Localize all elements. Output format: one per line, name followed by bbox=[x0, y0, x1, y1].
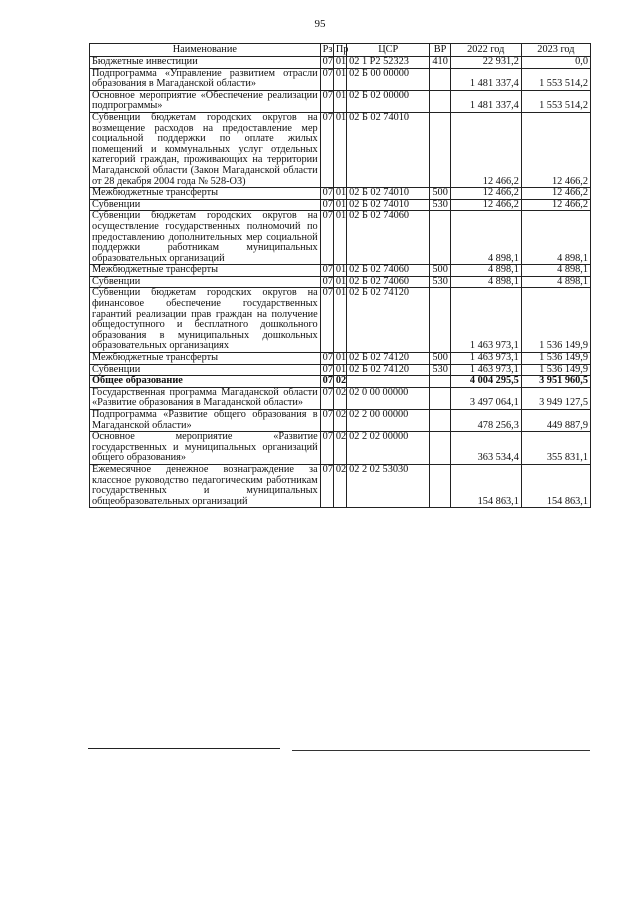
cell-pr: 01 bbox=[333, 57, 346, 69]
header-vr: ВР bbox=[430, 44, 450, 57]
cell-2022: 1 463 973,1 bbox=[450, 353, 521, 365]
cell-vr: 530 bbox=[430, 276, 450, 288]
cell-name: Ежемесячное денежное вознаграждение за классное руководство педагогическим работникам государственных и муниципальных общеобразовательных организаций bbox=[90, 464, 321, 507]
cell-2023: 12 466,2 bbox=[521, 199, 590, 211]
cell-2023: 4 898,1 bbox=[521, 276, 590, 288]
cell-pr: 02 bbox=[333, 387, 346, 409]
cell-vr bbox=[430, 211, 450, 265]
table-row bbox=[90, 464, 591, 507]
cell-rz: 07 bbox=[320, 364, 333, 376]
cell-name: Основное мероприятие «Развитие государственных и муниципальных организаций общего образования» bbox=[90, 432, 321, 465]
header-pr: Пр bbox=[333, 44, 346, 57]
cell-2022: 363 534,4 bbox=[450, 432, 521, 465]
header-2023: 2023 год bbox=[521, 44, 590, 57]
cell-vr bbox=[430, 432, 450, 465]
budget-table bbox=[89, 43, 591, 508]
cell-pr: 01 bbox=[333, 265, 346, 277]
cell-name: Межбюджетные трансферты bbox=[90, 265, 321, 277]
cell-2023: 1 553 514,2 bbox=[521, 90, 590, 112]
cell-vr: 500 bbox=[430, 353, 450, 365]
cell-csr: 02 Б 00 00000 bbox=[347, 68, 430, 90]
cell-rz: 07 bbox=[320, 387, 333, 409]
cell-rz: 07 bbox=[320, 112, 333, 187]
cell-pr: 01 bbox=[333, 199, 346, 211]
cell-name: Субвенции bbox=[90, 276, 321, 288]
cell-csr: 02 2 02 53030 bbox=[347, 464, 430, 507]
cell-csr: 02 Б 02 74060 bbox=[347, 265, 430, 277]
cell-rz: 07 bbox=[320, 199, 333, 211]
cell-name: Субвенции bbox=[90, 364, 321, 376]
cell-rz: 07 bbox=[320, 353, 333, 365]
cell-csr: 02 Б 02 74120 bbox=[347, 364, 430, 376]
table-row bbox=[90, 57, 591, 69]
cell-vr: 530 bbox=[430, 199, 450, 211]
header-2022: 2022 год bbox=[450, 44, 521, 57]
cell-pr: 01 bbox=[333, 211, 346, 265]
cell-pr: 02 bbox=[333, 464, 346, 507]
table-header bbox=[90, 44, 591, 57]
cell-pr: 02 bbox=[333, 376, 346, 388]
table-row bbox=[90, 68, 591, 90]
cell-name: Межбюджетные трансферты bbox=[90, 188, 321, 200]
cell-2023: 1 536 149,9 bbox=[521, 353, 590, 365]
cell-2022: 4 898,1 bbox=[450, 211, 521, 265]
cell-vr: 500 bbox=[430, 188, 450, 200]
table-row bbox=[90, 90, 591, 112]
cell-pr: 01 bbox=[333, 90, 346, 112]
cell-name: Основное мероприятие «Обеспечение реализации подпрограммы» bbox=[90, 90, 321, 112]
cell-2022: 1 481 337,4 bbox=[450, 90, 521, 112]
cell-vr: 410 bbox=[430, 57, 450, 69]
cell-2022: 12 466,2 bbox=[450, 199, 521, 211]
cell-2023: 1 536 149,9 bbox=[521, 364, 590, 376]
cell-pr: 01 bbox=[333, 353, 346, 365]
cell-2022: 4 898,1 bbox=[450, 276, 521, 288]
cell-csr: 02 Б 02 74120 bbox=[347, 353, 430, 365]
cell-2023: 0,0 bbox=[521, 57, 590, 69]
cell-name: Государственная программа Магаданской области «Развитие образования в Магаданской области» bbox=[90, 387, 321, 409]
cell-vr bbox=[430, 68, 450, 90]
cell-2023: 3 951 960,5 bbox=[521, 376, 590, 388]
cell-rz: 07 bbox=[320, 288, 333, 353]
cell-2023: 1 553 514,2 bbox=[521, 68, 590, 90]
cell-csr: 02 1 P2 52323 bbox=[347, 57, 430, 69]
cell-vr bbox=[430, 387, 450, 409]
cell-pr: 01 bbox=[333, 364, 346, 376]
cell-name: Субвенции бюджетам городских округов на возмещение расходов на предоставление мер социальной поддержки по оплате жилых помещений и коммунальных услуг отдельных категорий граждан, проживающих на территории Магаданской области (Закон Магаданской области от 28 декабря 2004 года № 528-ОЗ) bbox=[90, 112, 321, 187]
cell-2022: 4 898,1 bbox=[450, 265, 521, 277]
cell-name: Субвенции bbox=[90, 199, 321, 211]
cell-csr: 02 Б 02 74060 bbox=[347, 276, 430, 288]
cell-rz: 07 bbox=[320, 276, 333, 288]
header-rz: Рз bbox=[320, 44, 333, 57]
cell-2023: 154 863,1 bbox=[521, 464, 590, 507]
cell-pr: 01 bbox=[333, 288, 346, 353]
cell-2023: 12 466,2 bbox=[521, 188, 590, 200]
cell-name: Общее образование bbox=[90, 376, 321, 388]
cell-rz: 07 bbox=[320, 90, 333, 112]
cell-pr: 01 bbox=[333, 276, 346, 288]
cell-vr bbox=[430, 288, 450, 353]
cell-name: Подпрограмма «Развитие общего образования в Магаданской области» bbox=[90, 410, 321, 432]
cell-vr bbox=[430, 90, 450, 112]
cell-rz: 07 bbox=[320, 464, 333, 507]
table-row bbox=[90, 432, 591, 465]
cell-2022: 22 931,2 bbox=[450, 57, 521, 69]
table-row bbox=[90, 364, 591, 376]
cell-vr: 530 bbox=[430, 364, 450, 376]
cell-2022: 1 463 973,1 bbox=[450, 364, 521, 376]
page-number: 95 bbox=[314, 18, 326, 30]
table-row bbox=[90, 288, 591, 353]
cell-rz: 07 bbox=[320, 68, 333, 90]
cell-2023: 449 887,9 bbox=[521, 410, 590, 432]
table-row bbox=[90, 199, 591, 211]
header-row bbox=[90, 44, 591, 57]
table-row bbox=[90, 188, 591, 200]
cell-rz: 07 bbox=[320, 410, 333, 432]
cell-name: Бюджетные инвестиции bbox=[90, 57, 321, 69]
cell-2023: 3 949 127,5 bbox=[521, 387, 590, 409]
cell-pr: 02 bbox=[333, 432, 346, 465]
cell-csr bbox=[347, 376, 430, 388]
header-name: Наименование bbox=[90, 44, 321, 57]
cell-pr: 02 bbox=[333, 410, 346, 432]
cell-vr bbox=[430, 464, 450, 507]
cell-pr: 01 bbox=[333, 68, 346, 90]
cell-vr bbox=[430, 376, 450, 388]
table-row bbox=[90, 353, 591, 365]
table-row bbox=[90, 211, 591, 265]
cell-2023: 4 898,1 bbox=[521, 265, 590, 277]
footer-divider-thick bbox=[88, 748, 280, 749]
cell-2022: 1 463 973,1 bbox=[450, 288, 521, 353]
header-csr: ЦСР bbox=[347, 44, 430, 57]
cell-rz: 07 bbox=[320, 265, 333, 277]
cell-2022: 3 497 064,1 bbox=[450, 387, 521, 409]
cell-2022: 12 466,2 bbox=[450, 188, 521, 200]
cell-vr bbox=[430, 410, 450, 432]
cell-2023: 1 536 149,9 bbox=[521, 288, 590, 353]
cell-csr: 02 2 02 00000 bbox=[347, 432, 430, 465]
table-row bbox=[90, 410, 591, 432]
table-row bbox=[90, 387, 591, 409]
cell-csr: 02 2 00 00000 bbox=[347, 410, 430, 432]
cell-2022: 154 863,1 bbox=[450, 464, 521, 507]
cell-2022: 478 256,3 bbox=[450, 410, 521, 432]
cell-pr: 01 bbox=[333, 112, 346, 187]
cell-pr: 01 bbox=[333, 188, 346, 200]
cell-2022: 12 466,2 bbox=[450, 112, 521, 187]
cell-name: Подпрограмма «Управление развитием отрасли образования в Магаданской области» bbox=[90, 68, 321, 90]
cell-2023: 4 898,1 bbox=[521, 211, 590, 265]
cell-csr: 02 0 00 00000 bbox=[347, 387, 430, 409]
table-row bbox=[90, 265, 591, 277]
cell-rz: 07 bbox=[320, 376, 333, 388]
cell-csr: 02 Б 02 74060 bbox=[347, 211, 430, 265]
table-row bbox=[90, 112, 591, 187]
cell-name: Субвенции бюджетам городских округов на осуществление государственных полномочий по предоставлению дополнительных мер социальной поддержки работникам муниципальных образовательных организаций bbox=[90, 211, 321, 265]
cell-rz: 07 bbox=[320, 432, 333, 465]
cell-vr: 500 bbox=[430, 265, 450, 277]
cell-rz: 07 bbox=[320, 57, 333, 69]
cell-2022: 1 481 337,4 bbox=[450, 68, 521, 90]
cell-2023: 355 831,1 bbox=[521, 432, 590, 465]
cell-vr bbox=[430, 112, 450, 187]
cell-rz: 07 bbox=[320, 188, 333, 200]
cell-2023: 12 466,2 bbox=[521, 112, 590, 187]
cell-csr: 02 Б 02 74120 bbox=[347, 288, 430, 353]
cell-rz: 07 bbox=[320, 211, 333, 265]
cell-csr: 02 Б 02 74010 bbox=[347, 199, 430, 211]
cell-name: Субвенции бюджетам городских округов на финансовое обеспечение государственных гарантий реализации прав граждан на получение общедоступного и бесплатного дошкольного образования в муниципальных дошкольных образовательных организациях bbox=[90, 288, 321, 353]
cell-csr: 02 Б 02 74010 bbox=[347, 188, 430, 200]
footer-divider-thin bbox=[292, 750, 590, 751]
table-row bbox=[90, 376, 591, 388]
cell-2022: 4 004 295,5 bbox=[450, 376, 521, 388]
cell-name: Межбюджетные трансферты bbox=[90, 353, 321, 365]
table-body bbox=[90, 57, 591, 508]
cell-csr: 02 Б 02 74010 bbox=[347, 112, 430, 187]
table-row bbox=[90, 276, 591, 288]
cell-csr: 02 Б 02 00000 bbox=[347, 90, 430, 112]
